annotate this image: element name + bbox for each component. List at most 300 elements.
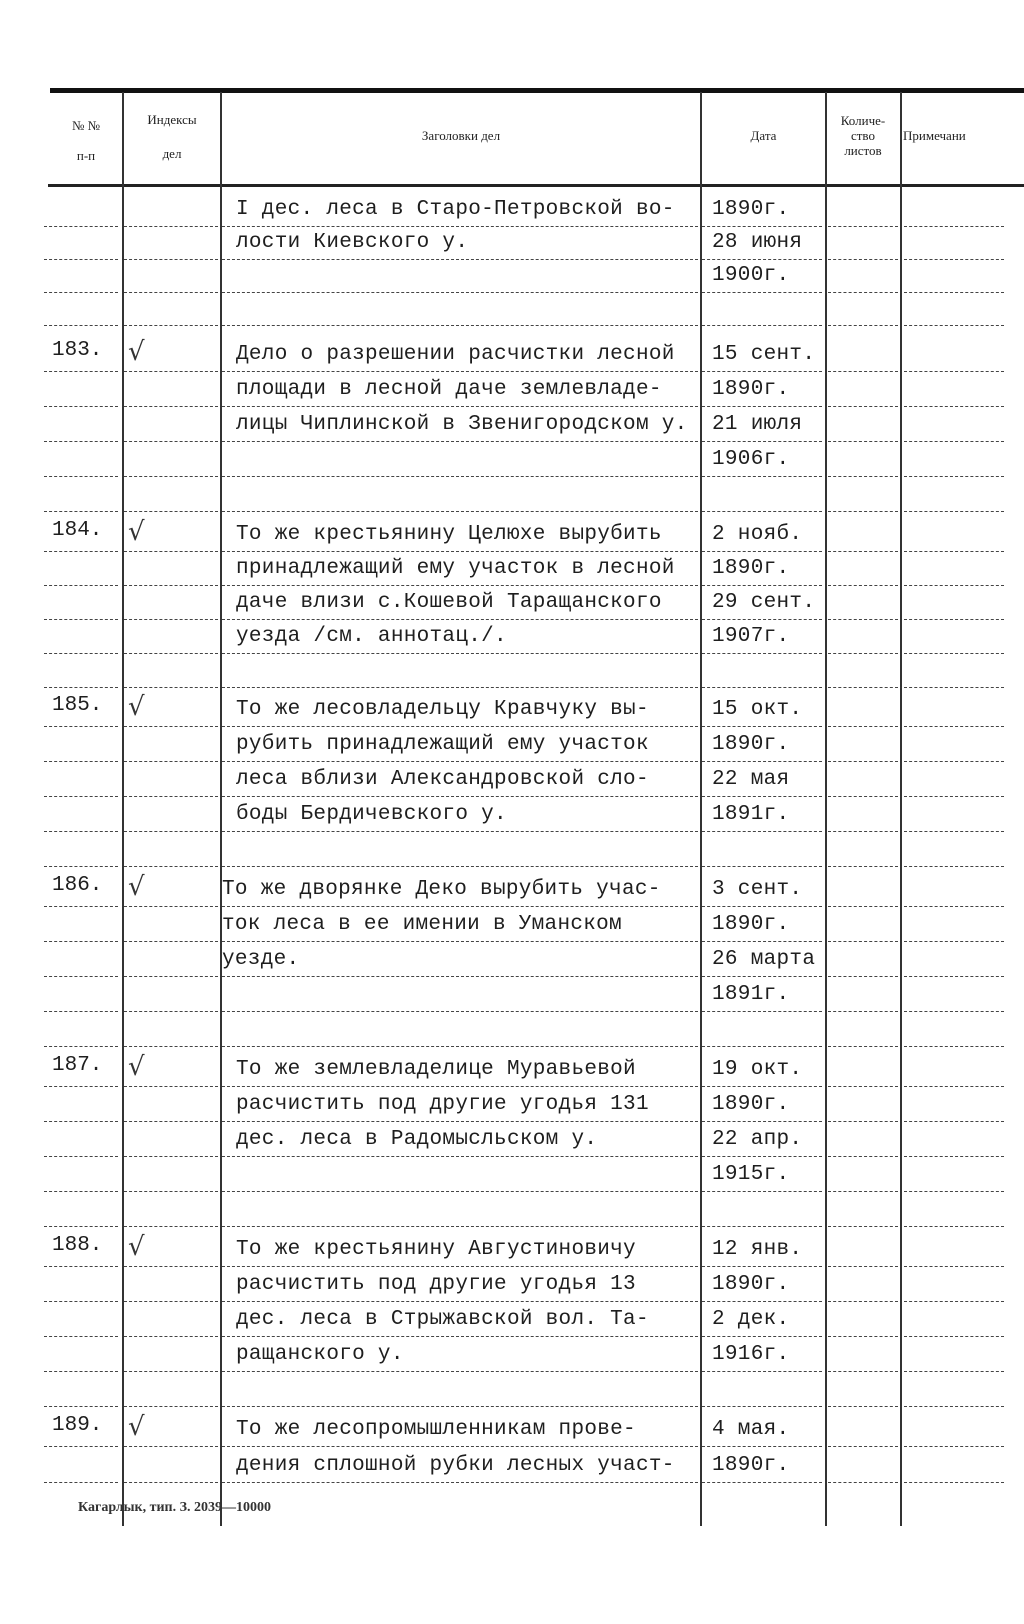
check-mark-icon: √ xyxy=(128,872,145,902)
ruled-line xyxy=(828,726,898,727)
ruled-line xyxy=(124,866,218,867)
ruled-line xyxy=(124,325,218,326)
ruled-line xyxy=(904,551,1004,552)
ruled-line xyxy=(124,687,218,688)
ruled-line xyxy=(702,976,822,977)
header-quantity xyxy=(826,113,900,158)
ruled-line xyxy=(904,476,1004,477)
record-title-line: То же землевладелице Муравьевой xyxy=(236,1058,636,1081)
ruled-line xyxy=(124,226,218,227)
ruled-line xyxy=(702,551,822,552)
ruled-line xyxy=(904,1121,1004,1122)
ruled-line xyxy=(222,1446,698,1447)
ruled-line xyxy=(702,1336,822,1337)
record-date: 1915г. xyxy=(712,1163,790,1186)
ruled-line xyxy=(44,1156,118,1157)
ruled-line xyxy=(904,1046,1004,1047)
ruled-line xyxy=(222,1121,698,1122)
record-date: 12 янв. xyxy=(712,1238,803,1261)
header-index xyxy=(124,112,220,162)
ruled-line xyxy=(222,831,698,832)
ruled-line xyxy=(44,441,118,442)
ruled-line xyxy=(904,259,1004,260)
ruled-line xyxy=(904,796,1004,797)
record-title-line: ток леса в ее имении в Уманском xyxy=(222,913,622,936)
ruled-line xyxy=(222,1046,698,1047)
ruled-line xyxy=(904,941,1004,942)
ruled-line xyxy=(702,1301,822,1302)
ruled-line xyxy=(222,259,698,260)
ruled-line xyxy=(702,726,822,727)
record-date: 1906г. xyxy=(712,448,790,471)
ruled-line xyxy=(904,976,1004,977)
ruled-line xyxy=(904,726,1004,727)
header-number-line1: № № xyxy=(71,118,101,133)
ruled-line xyxy=(124,726,218,727)
record-date: 4 мая. xyxy=(712,1418,790,1441)
column-divider xyxy=(825,92,827,1526)
ruled-line xyxy=(828,1301,898,1302)
record-date: 22 мая xyxy=(712,768,790,791)
ruled-line xyxy=(124,941,218,942)
ruled-line xyxy=(222,511,698,512)
ruled-line xyxy=(124,1446,218,1447)
ruled-line xyxy=(828,1156,898,1157)
record-title-line: То же лесовладельцу Кравчуку вы- xyxy=(236,698,649,721)
ruled-line xyxy=(904,866,1004,867)
ruled-line xyxy=(828,259,898,260)
ruled-line xyxy=(702,325,822,326)
ruled-line xyxy=(124,831,218,832)
ruled-line xyxy=(44,551,118,552)
record-title-line: даче влизи с.Кошевой Таращанского xyxy=(236,591,662,614)
ruled-line xyxy=(222,325,698,326)
ruled-line xyxy=(828,585,898,586)
record-date: 1890г. xyxy=(712,557,790,580)
ruled-line xyxy=(44,653,118,654)
top-border xyxy=(50,88,1024,93)
ruled-line xyxy=(44,906,118,907)
ruled-line xyxy=(124,653,218,654)
ruled-line xyxy=(222,1226,698,1227)
record-date: 1890г. xyxy=(712,198,790,221)
ruled-line xyxy=(904,406,1004,407)
ruled-line xyxy=(44,619,118,620)
ruled-line xyxy=(44,476,118,477)
ruled-line xyxy=(702,619,822,620)
check-mark-icon: √ xyxy=(128,1412,145,1442)
ruled-line xyxy=(44,1046,118,1047)
ruled-line xyxy=(904,371,1004,372)
ruled-line xyxy=(44,1371,118,1372)
ruled-line xyxy=(702,1266,822,1267)
ruled-line xyxy=(124,585,218,586)
record-date: 1891г. xyxy=(712,983,790,1006)
ruled-line xyxy=(222,619,698,620)
ruled-line xyxy=(904,1482,1004,1483)
record-date: 2 нояб. xyxy=(712,523,803,546)
ruled-line xyxy=(124,976,218,977)
ruled-line xyxy=(904,619,1004,620)
ruled-line xyxy=(904,585,1004,586)
ruled-line xyxy=(904,292,1004,293)
ruled-line xyxy=(702,941,822,942)
record-number: 183. xyxy=(52,339,103,362)
record-title-line: То же дворянке Деко вырубить учас- xyxy=(222,878,661,901)
ruled-line xyxy=(124,551,218,552)
ruled-line xyxy=(904,1406,1004,1407)
record-date: 29 сент. xyxy=(712,591,816,614)
ruled-line xyxy=(222,1086,698,1087)
ruled-line xyxy=(828,1446,898,1447)
record-date: 15 сент. xyxy=(712,343,816,366)
record-title-line: Дело о разрешении расчистки лесной xyxy=(236,343,675,366)
record-date: 15 окт. xyxy=(712,698,803,721)
ruled-line xyxy=(124,1086,218,1087)
ruled-line xyxy=(124,1226,218,1227)
ruled-line xyxy=(44,796,118,797)
ruled-line xyxy=(44,1406,118,1407)
ruled-line xyxy=(44,1086,118,1087)
ruled-line xyxy=(124,476,218,477)
ruled-line xyxy=(904,1191,1004,1192)
ruled-line xyxy=(702,866,822,867)
ruled-line xyxy=(702,292,822,293)
record-date: 21 июля xyxy=(712,413,803,436)
record-date: 1890г. xyxy=(712,1093,790,1116)
ruled-line xyxy=(702,796,822,797)
ruled-line xyxy=(828,687,898,688)
record-number: 188. xyxy=(52,1234,103,1257)
ruled-line xyxy=(828,653,898,654)
ruled-line xyxy=(222,371,698,372)
ruled-line xyxy=(44,226,118,227)
ruled-line xyxy=(124,371,218,372)
ruled-line xyxy=(222,866,698,867)
ruled-line xyxy=(702,511,822,512)
record-title-line: расчистить под другие угодья 13 xyxy=(236,1273,636,1296)
ruled-line xyxy=(222,1336,698,1337)
ruled-line xyxy=(828,1336,898,1337)
ruled-line xyxy=(904,1226,1004,1227)
ruled-line xyxy=(222,1301,698,1302)
ruled-line xyxy=(222,1482,698,1483)
ruled-line xyxy=(702,1406,822,1407)
check-mark-icon: √ xyxy=(128,1232,145,1262)
record-title-line: расчистить под другие угодья 131 xyxy=(236,1093,649,1116)
ruled-line xyxy=(702,653,822,654)
ruled-line xyxy=(44,726,118,727)
ruled-line xyxy=(828,1266,898,1267)
ruled-line xyxy=(828,1406,898,1407)
record-title-line: лицы Чиплинской в Звенигородском у. xyxy=(236,413,688,436)
ruled-line xyxy=(904,1156,1004,1157)
ruled-line xyxy=(702,1191,822,1192)
header-notes: Примечани xyxy=(903,128,966,143)
ruled-line xyxy=(44,866,118,867)
header-number-line2: п-п xyxy=(76,148,96,163)
ruled-line xyxy=(828,796,898,797)
record-date: 1890г. xyxy=(712,1273,790,1296)
ruled-line xyxy=(44,1191,118,1192)
ruled-line xyxy=(124,1191,218,1192)
ruled-line xyxy=(222,941,698,942)
ruled-line xyxy=(904,761,1004,762)
ruled-line xyxy=(702,1011,822,1012)
ruled-line xyxy=(222,441,698,442)
ruled-line xyxy=(702,1086,822,1087)
ruled-line xyxy=(828,906,898,907)
record-title-line: дес. леса в Радомысльском у. xyxy=(236,1128,598,1151)
ruled-line xyxy=(124,1121,218,1122)
record-number: 184. xyxy=(52,519,103,542)
record-title-line: леса вблизи Александровской сло- xyxy=(236,768,649,791)
ruled-line xyxy=(702,371,822,372)
ruled-line xyxy=(44,585,118,586)
record-number: 189. xyxy=(52,1414,103,1437)
ruled-line xyxy=(222,226,698,227)
ruled-line xyxy=(702,1226,822,1227)
ruled-line xyxy=(44,1226,118,1227)
ruled-line xyxy=(222,292,698,293)
ruled-line xyxy=(828,551,898,552)
ruled-line xyxy=(124,1482,218,1483)
ruled-line xyxy=(124,1406,218,1407)
ruled-line xyxy=(222,726,698,727)
ruled-line xyxy=(828,292,898,293)
column-divider xyxy=(220,92,222,1526)
record-title-line: ращанского у. xyxy=(236,1343,404,1366)
ruled-line xyxy=(702,476,822,477)
ruled-line xyxy=(904,1301,1004,1302)
ruled-line xyxy=(702,1156,822,1157)
ruled-line xyxy=(124,259,218,260)
ruled-line xyxy=(828,976,898,977)
header-date: Дата xyxy=(750,128,777,143)
ruled-line xyxy=(124,511,218,512)
header-number xyxy=(50,118,122,164)
ruled-line xyxy=(904,687,1004,688)
ruled-line xyxy=(828,1046,898,1047)
ruled-line xyxy=(222,1406,698,1407)
ruled-line xyxy=(828,476,898,477)
ruled-line xyxy=(702,906,822,907)
record-date: 2 дек. xyxy=(712,1308,790,1331)
ruled-line xyxy=(828,406,898,407)
ruled-line xyxy=(222,976,698,977)
header-index-line2: дел xyxy=(162,146,182,161)
ruled-line xyxy=(124,1301,218,1302)
ruled-line xyxy=(124,619,218,620)
ruled-line xyxy=(702,1446,822,1447)
column-divider xyxy=(122,92,124,1526)
ruled-line xyxy=(124,292,218,293)
ruled-line xyxy=(828,511,898,512)
check-mark-icon: √ xyxy=(128,337,145,367)
ruled-line xyxy=(904,1446,1004,1447)
ruled-line xyxy=(44,292,118,293)
ruled-line xyxy=(904,1086,1004,1087)
ruled-line xyxy=(124,1336,218,1337)
record-date: 22 апр. xyxy=(712,1128,803,1151)
record-title-line: То же лесопромышленникам прове- xyxy=(236,1418,636,1441)
record-title-line: лости Киевского у. xyxy=(236,231,469,254)
ruled-line xyxy=(124,1156,218,1157)
ruled-line xyxy=(44,687,118,688)
record-date: 3 сент. xyxy=(712,878,803,901)
header-index-line1: Индексы xyxy=(147,112,197,127)
record-date: 1890г. xyxy=(712,733,790,756)
ruled-line xyxy=(828,325,898,326)
check-mark-icon: √ xyxy=(128,517,145,547)
ruled-line xyxy=(44,511,118,512)
ruled-line xyxy=(124,796,218,797)
ruled-line xyxy=(124,1266,218,1267)
ruled-line xyxy=(702,585,822,586)
ruled-line xyxy=(828,371,898,372)
ruled-line xyxy=(44,761,118,762)
ruled-line xyxy=(904,1336,1004,1337)
ruled-line xyxy=(828,1226,898,1227)
record-title-line: боды Бердичевского у. xyxy=(236,803,507,826)
ruled-line xyxy=(828,619,898,620)
ruled-line xyxy=(702,259,822,260)
ruled-line xyxy=(904,1266,1004,1267)
ruled-line xyxy=(828,866,898,867)
record-title-line: площади в лесной даче землевладе- xyxy=(236,378,662,401)
header-title: Заголовки дел xyxy=(421,128,501,143)
ruled-line xyxy=(44,831,118,832)
record-number: 187. xyxy=(52,1054,103,1077)
ruled-line xyxy=(828,1086,898,1087)
ruled-line xyxy=(222,476,698,477)
ruled-line xyxy=(828,1191,898,1192)
header-border xyxy=(48,184,1024,187)
header-quantity-line3: листов xyxy=(844,143,882,158)
ruled-line xyxy=(702,406,822,407)
ruled-line xyxy=(222,796,698,797)
ruled-line xyxy=(44,941,118,942)
ruled-line xyxy=(828,1011,898,1012)
ruled-line xyxy=(904,511,1004,512)
printer-footer: Кагарлык, тип. З. 2039—10000 xyxy=(78,1500,272,1515)
ruled-line xyxy=(124,441,218,442)
ruled-line xyxy=(702,1371,822,1372)
ruled-line xyxy=(222,1156,698,1157)
check-mark-icon: √ xyxy=(128,1052,145,1082)
ruled-line xyxy=(222,1011,698,1012)
ruled-line xyxy=(44,1301,118,1302)
ruled-line xyxy=(904,1371,1004,1372)
ruled-line xyxy=(702,831,822,832)
ruled-line xyxy=(222,653,698,654)
ruled-line xyxy=(222,906,698,907)
ruled-line xyxy=(222,551,698,552)
ruled-line xyxy=(124,761,218,762)
ruled-line xyxy=(828,831,898,832)
record-date: 1900г. xyxy=(712,264,790,287)
ruled-line xyxy=(44,1121,118,1122)
ruled-line xyxy=(222,1371,698,1372)
ruled-line xyxy=(124,1011,218,1012)
ruled-line xyxy=(702,1046,822,1047)
ruled-line xyxy=(828,1371,898,1372)
ruled-line xyxy=(904,831,1004,832)
ruled-line xyxy=(828,1121,898,1122)
ruled-line xyxy=(44,1011,118,1012)
ruled-line xyxy=(44,406,118,407)
record-title-line: уезда /см. аннотац./. xyxy=(236,625,507,648)
ruled-line xyxy=(828,441,898,442)
ruled-line xyxy=(124,1371,218,1372)
ruled-line xyxy=(44,371,118,372)
record-date: 1890г. xyxy=(712,913,790,936)
header-quantity-line2: ство xyxy=(850,128,875,143)
header-quantity-line1: Количе- xyxy=(840,113,886,128)
ruled-line xyxy=(124,906,218,907)
ruled-line xyxy=(222,1266,698,1267)
record-date: 1890г. xyxy=(712,378,790,401)
record-date: 19 окт. xyxy=(712,1058,803,1081)
ruled-line xyxy=(44,1446,118,1447)
ruled-line xyxy=(702,226,822,227)
record-title-line: То же крестьянину Августиновичу xyxy=(236,1238,636,1261)
record-title-line: дес. леса в Стрыжавской вол. Та- xyxy=(236,1308,649,1331)
ruled-line xyxy=(904,441,1004,442)
ruled-line xyxy=(124,1046,218,1047)
ruled-line xyxy=(828,941,898,942)
record-number: 185. xyxy=(52,694,103,717)
ruled-line xyxy=(702,1121,822,1122)
ruled-line xyxy=(904,325,1004,326)
record-date: 1890г. xyxy=(712,1454,790,1477)
ruled-line xyxy=(124,406,218,407)
ruled-line xyxy=(44,325,118,326)
ruled-line xyxy=(702,761,822,762)
ruled-line xyxy=(44,1336,118,1337)
ruled-line xyxy=(904,226,1004,227)
record-title-line: I дес. леса в Старо-Петровской во- xyxy=(236,198,675,221)
ruled-line xyxy=(222,585,698,586)
column-divider xyxy=(900,92,902,1526)
check-mark-icon: √ xyxy=(128,692,145,722)
ruled-line xyxy=(828,761,898,762)
ruled-line xyxy=(904,653,1004,654)
record-title-line: дения сплошной рубки лесных участ- xyxy=(236,1454,675,1477)
ruled-line xyxy=(702,687,822,688)
record-date: 1891г. xyxy=(712,803,790,826)
ruled-line xyxy=(44,1266,118,1267)
ruled-line xyxy=(222,761,698,762)
record-number: 186. xyxy=(52,874,103,897)
record-title-line: То же крестьянину Целюхе вырубить xyxy=(236,523,662,546)
record-title-line: рубить принадлежащий ему участок xyxy=(236,733,649,756)
record-date: 1907г. xyxy=(712,625,790,648)
record-title-line: уезде. xyxy=(222,948,300,971)
ruled-line xyxy=(828,226,898,227)
ruled-line xyxy=(222,1191,698,1192)
ruled-line xyxy=(44,1482,118,1483)
ruled-line xyxy=(904,1011,1004,1012)
ruled-line xyxy=(904,906,1004,907)
ruled-line xyxy=(828,1482,898,1483)
ruled-line xyxy=(222,687,698,688)
ruled-line xyxy=(702,1482,822,1483)
record-title-line: принадлежащий ему участок в лесной xyxy=(236,557,675,580)
record-date: 28 июня xyxy=(712,231,803,254)
column-divider xyxy=(700,92,702,1526)
record-date: 1916г. xyxy=(712,1343,790,1366)
